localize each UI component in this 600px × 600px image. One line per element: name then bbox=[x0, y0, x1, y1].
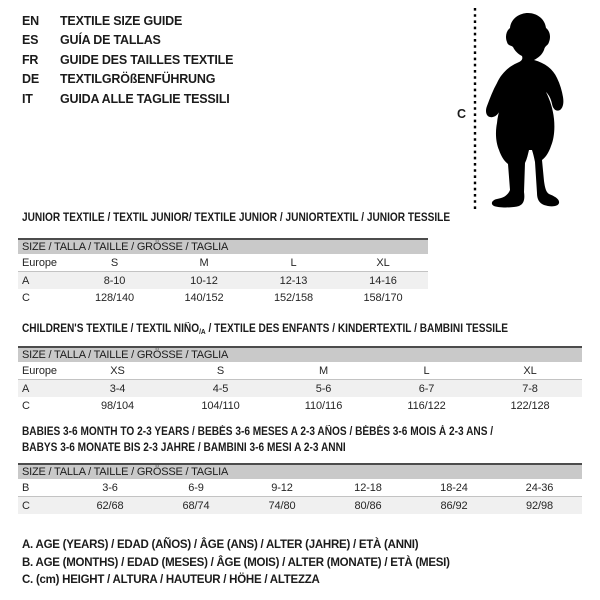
table-row bbox=[18, 497, 582, 515]
table-cell: 24-36 bbox=[497, 479, 582, 497]
junior-size-table bbox=[18, 254, 428, 306]
height-measure-label: C bbox=[457, 107, 467, 121]
table-cell: 3-4 bbox=[66, 380, 169, 398]
table-cell: 5-6 bbox=[272, 380, 375, 398]
lang-code: FR bbox=[22, 52, 39, 67]
table-cell: L bbox=[375, 362, 478, 380]
lang-title: TEXTILE SIZE GUIDE bbox=[60, 13, 183, 28]
children-table-title bbox=[22, 323, 508, 336]
table-cell: 6-7 bbox=[375, 380, 478, 398]
table-row bbox=[18, 479, 582, 497]
table-cell: 6-9 bbox=[153, 479, 239, 497]
lang-title: GUIDE DES TAILLES TEXTILE bbox=[60, 52, 234, 67]
children-title-pre: CHILDREN'S TEXTILE / TEXTIL NIÑO bbox=[22, 323, 200, 335]
table-cell: L bbox=[249, 254, 338, 272]
lang-row-fr bbox=[22, 50, 233, 70]
table-cell: 158/170 bbox=[363, 291, 403, 304]
children-title-sub: /A bbox=[199, 327, 206, 336]
table-cell: 104/110 bbox=[201, 399, 240, 412]
table-cell: 110/116 bbox=[304, 399, 343, 412]
lang-title: GUIDA ALLE TAGLIE TESSILI bbox=[60, 91, 230, 106]
lang-row-en bbox=[22, 11, 233, 31]
table-cell: 86/92 bbox=[411, 497, 497, 515]
table-cell: M bbox=[272, 362, 375, 380]
table-cell: XL bbox=[338, 254, 428, 272]
table-row bbox=[18, 397, 582, 414]
legend-note-c: C. (cm) HEIGHT / ALTURA / HAUTEUR / HÖHE / ALTEZZA bbox=[22, 574, 320, 586]
table-cell: 122/128 bbox=[510, 399, 550, 412]
table-cell: 68/74 bbox=[153, 497, 239, 515]
children-size-table bbox=[18, 362, 582, 414]
table-cell: 92/98 bbox=[497, 497, 582, 515]
table-cell: 18-24 bbox=[411, 479, 497, 497]
table-cell: 12-18 bbox=[325, 479, 411, 497]
lang-row-de bbox=[22, 70, 233, 90]
table-cell: 140/152 bbox=[184, 291, 224, 304]
lang-row-es bbox=[22, 31, 233, 51]
legend-note-b: B. AGE (MONTHS) / EDAD (MESES) / ÂGE (MOIS) / ALTER (MONATE) / ETÀ (MESI) bbox=[22, 556, 450, 569]
lang-code: ES bbox=[22, 33, 39, 48]
lang-row-it bbox=[22, 89, 233, 109]
table-row bbox=[18, 380, 582, 398]
table-cell: S bbox=[70, 254, 159, 272]
babies-size-table bbox=[18, 479, 582, 514]
row-label: B bbox=[18, 479, 67, 497]
babies-table-title-line1: BABIES 3-6 MONTH TO 2-3 YEARS / BEBÉS 3-6 MESES A 2-3 AÑOS / BÉBÉS 3-6 MOIS À 2-3 ANS / bbox=[22, 426, 494, 438]
table-row bbox=[18, 289, 428, 306]
row-label: Europe bbox=[18, 362, 66, 380]
row-label: C bbox=[22, 291, 30, 304]
row-label: C bbox=[18, 497, 67, 515]
row-label: Europe bbox=[18, 254, 70, 272]
table-cell: 8-10 bbox=[70, 272, 159, 290]
lang-code: EN bbox=[22, 13, 39, 28]
table-cell: 12-13 bbox=[249, 272, 338, 290]
row-label: A bbox=[18, 272, 70, 290]
table-row bbox=[18, 362, 582, 380]
table-row bbox=[18, 272, 428, 290]
table-cell: XL bbox=[478, 362, 582, 380]
legend-note-a: A. AGE (YEARS) / EDAD (AÑOS) / ÂGE (ANS) / ALTER (JAHRE) / ETÀ (ANNI) bbox=[22, 539, 419, 551]
lang-code: DE bbox=[22, 72, 39, 87]
table-cell: 128/140 bbox=[94, 291, 135, 304]
lang-code: IT bbox=[22, 91, 33, 106]
junior-size-header: SIZE / TALLA / TAILLE / GRÖSSE / TAGLIA bbox=[18, 238, 428, 254]
table-cell: 10-12 bbox=[159, 272, 249, 290]
table-cell: 4-5 bbox=[169, 380, 272, 398]
row-label: C bbox=[22, 399, 30, 412]
table-row bbox=[18, 254, 428, 272]
babies-table-title-line2: BABYS 3-6 MONATE BIS 2-3 JAHRE / BAMBINI 3-6 MESI A 2-3 ANNI bbox=[22, 442, 346, 454]
lang-title: GUÍA DE TALLAS bbox=[60, 33, 161, 48]
table-cell: 98/104 bbox=[100, 399, 135, 412]
row-label: A bbox=[18, 380, 66, 398]
table-cell: 62/68 bbox=[67, 497, 153, 515]
table-cell: 80/86 bbox=[325, 497, 411, 515]
lang-title: TEXTILGRÖßENFÜHRUNG bbox=[60, 72, 216, 87]
legend-block bbox=[22, 537, 450, 590]
children-size-header: SIZE / TALLA / TAILLE / GRÖSSE / TAGLIA bbox=[18, 346, 582, 362]
table-cell: 7-8 bbox=[478, 380, 582, 398]
table-cell: 116/122 bbox=[407, 399, 446, 412]
table-cell: XS bbox=[66, 362, 169, 380]
babies-size-header: SIZE / TALLA / TAILLE / GRÖSSE / TAGLIA bbox=[18, 463, 582, 479]
table-cell: M bbox=[159, 254, 249, 272]
table-cell: 74/80 bbox=[239, 497, 325, 515]
table-cell: S bbox=[169, 362, 272, 380]
junior-table-title: JUNIOR TEXTILE / TEXTIL JUNIOR/ TEXTILE JUNIOR / JUNIORTEXTIL / JUNIOR TESSILE bbox=[22, 212, 451, 224]
children-title-post: / TEXTILE DES ENFANTS / KINDERTEXTIL / BAMBINI TESSILE bbox=[205, 323, 509, 335]
table-cell: 3-6 bbox=[67, 479, 153, 497]
table-cell: 9-12 bbox=[239, 479, 325, 497]
baby-silhouette-icon bbox=[477, 9, 589, 211]
table-cell: 14-16 bbox=[338, 272, 428, 290]
table-cell: 152/158 bbox=[273, 291, 314, 304]
language-title-block bbox=[22, 11, 233, 109]
